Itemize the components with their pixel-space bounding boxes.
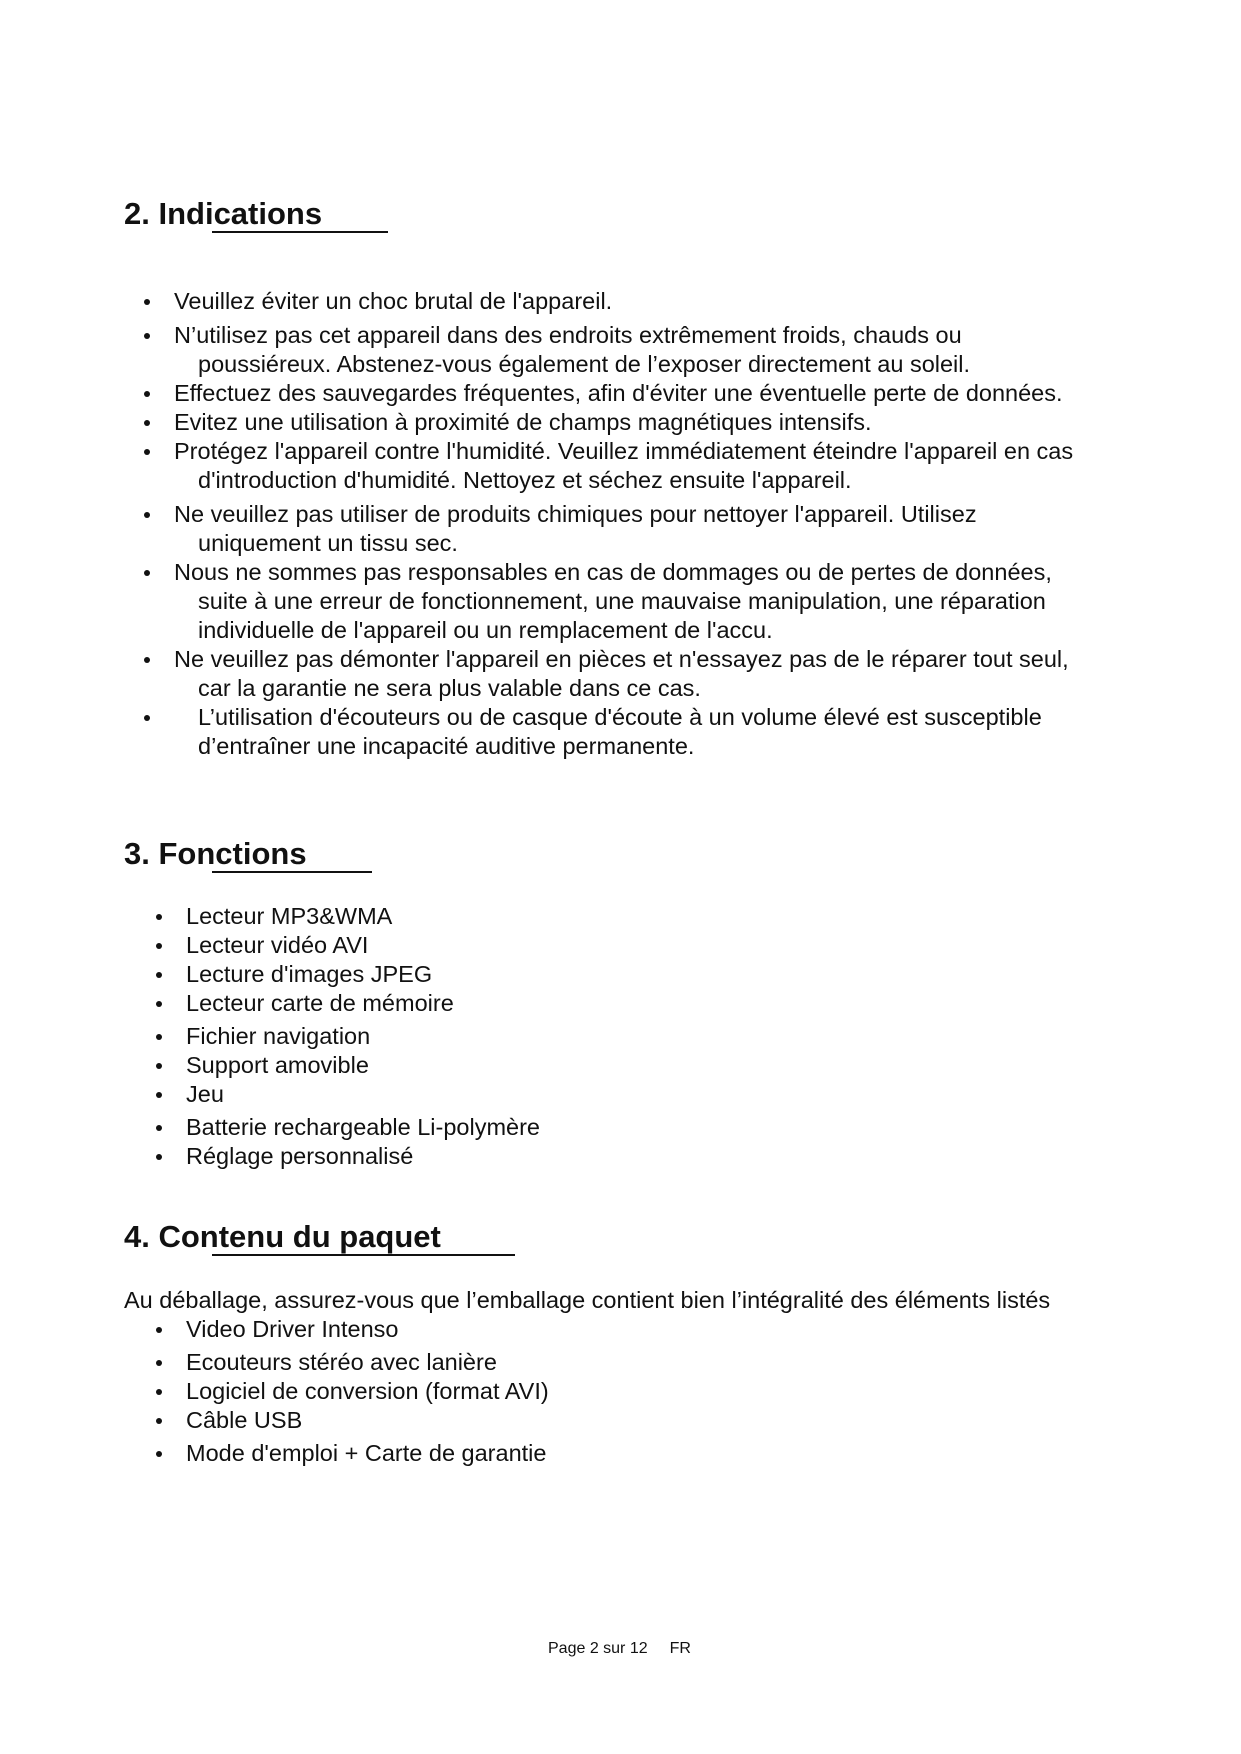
- bullet-icon: [156, 1418, 162, 1424]
- list-item: Ne veuillez pas utiliser de produits chimiques pour nettoyer l'appareil. Utilisez uniquement un tissu sec.: [152, 500, 1092, 558]
- heading-underline: [212, 871, 372, 873]
- bullet-icon: [144, 420, 150, 426]
- list-item: Support amovible: [164, 1051, 864, 1080]
- bullet-icon: [144, 715, 150, 721]
- heading-underline: [212, 1254, 515, 1256]
- bullet-icon: [144, 391, 150, 397]
- list-item: Lecture d'images JPEG: [164, 960, 864, 989]
- heading-indications: 2. Indications: [124, 196, 323, 231]
- list-item: Jeu: [164, 1080, 864, 1109]
- list-item: Nous ne sommes pas responsables en cas de dommages ou de pertes de données, suite à une erreur de fonctionnement, une mauvaise manipulation, une réparation individuelle de l'appareil ou un remplacement de l'accu.: [152, 558, 1092, 645]
- list-item: Video Driver Intenso: [164, 1315, 864, 1344]
- bullet-icon: [156, 1154, 162, 1160]
- list-item: Batterie rechargeable Li-polymère: [164, 1113, 864, 1142]
- functions-list: [164, 902, 864, 1171]
- page-number: Page 2 sur 12: [548, 1640, 648, 1657]
- bullet-icon: [144, 570, 150, 576]
- bullet-icon: [156, 1451, 162, 1457]
- list-item: Ecouteurs stéréo avec lanière: [164, 1348, 864, 1377]
- bullet-icon: [156, 1063, 162, 1069]
- list-item: N’utilisez pas cet appareil dans des endroits extrêmement froids, chauds ou poussiéreux. Abstenez-vous également de l’exposer directement au soleil.: [152, 321, 1092, 379]
- list-item: Evitez une utilisation à proximité de champs magnétiques intensifs.: [152, 408, 1092, 437]
- list-item: Lecteur carte de mémoire: [164, 989, 864, 1018]
- indications-list: [152, 287, 1092, 761]
- bullet-icon: [156, 1092, 162, 1098]
- list-item: Lecteur MP3&WMA: [164, 902, 864, 931]
- heading-functions: 3. Fonctions: [124, 836, 307, 871]
- list-item: Ne veuillez pas démonter l'appareil en pièces et n'essayez pas de le réparer tout seul, car la garantie ne sera plus valable dans ce cas.: [152, 645, 1092, 703]
- bullet-icon: [156, 943, 162, 949]
- list-item: Câble USB: [164, 1406, 864, 1435]
- bullet-icon: [156, 972, 162, 978]
- page-footer: [548, 1640, 691, 1658]
- bullet-icon: [156, 1327, 162, 1333]
- bullet-icon: [144, 449, 150, 455]
- bullet-icon: [156, 1125, 162, 1131]
- list-item: L’utilisation d'écouteurs ou de casque d'écoute à un volume élevé est susceptible d’entraîner une incapacité auditive permanente.: [152, 703, 1092, 761]
- list-item: Logiciel de conversion (format AVI): [164, 1377, 864, 1406]
- list-item: Protégez l'appareil contre l'humidité. Veuillez immédiatement éteindre l'appareil en cas d'introduction d'humidité. Nettoyez et séchez ensuite l'appareil.: [152, 437, 1092, 495]
- language-code: FR: [669, 1640, 691, 1657]
- heading-package: 4. Contenu du paquet: [124, 1219, 441, 1254]
- list-item: Mode d'emploi + Carte de garantie: [164, 1439, 864, 1468]
- bullet-icon: [156, 1360, 162, 1366]
- bullet-icon: [156, 914, 162, 920]
- bullet-icon: [144, 512, 150, 518]
- package-list: [164, 1315, 864, 1468]
- heading-underline: [212, 231, 388, 233]
- list-item: Effectuez des sauvegardes fréquentes, afin d'éviter une éventuelle perte de données.: [152, 379, 1092, 408]
- bullet-icon: [144, 299, 150, 305]
- package-intro: Au déballage, assurez-vous que l’emballage contient bien l’intégralité des éléments listés: [124, 1287, 1051, 1313]
- list-item: Fichier navigation: [164, 1022, 864, 1051]
- bullet-icon: [156, 1034, 162, 1040]
- list-item: Lecteur vidéo AVI: [164, 931, 864, 960]
- bullet-icon: [156, 1389, 162, 1395]
- bullet-icon: [156, 1001, 162, 1007]
- bullet-icon: [144, 333, 150, 339]
- bullet-icon: [144, 657, 150, 663]
- list-item: Réglage personnalisé: [164, 1142, 864, 1171]
- list-item: Veuillez éviter un choc brutal de l'appareil.: [152, 287, 1092, 316]
